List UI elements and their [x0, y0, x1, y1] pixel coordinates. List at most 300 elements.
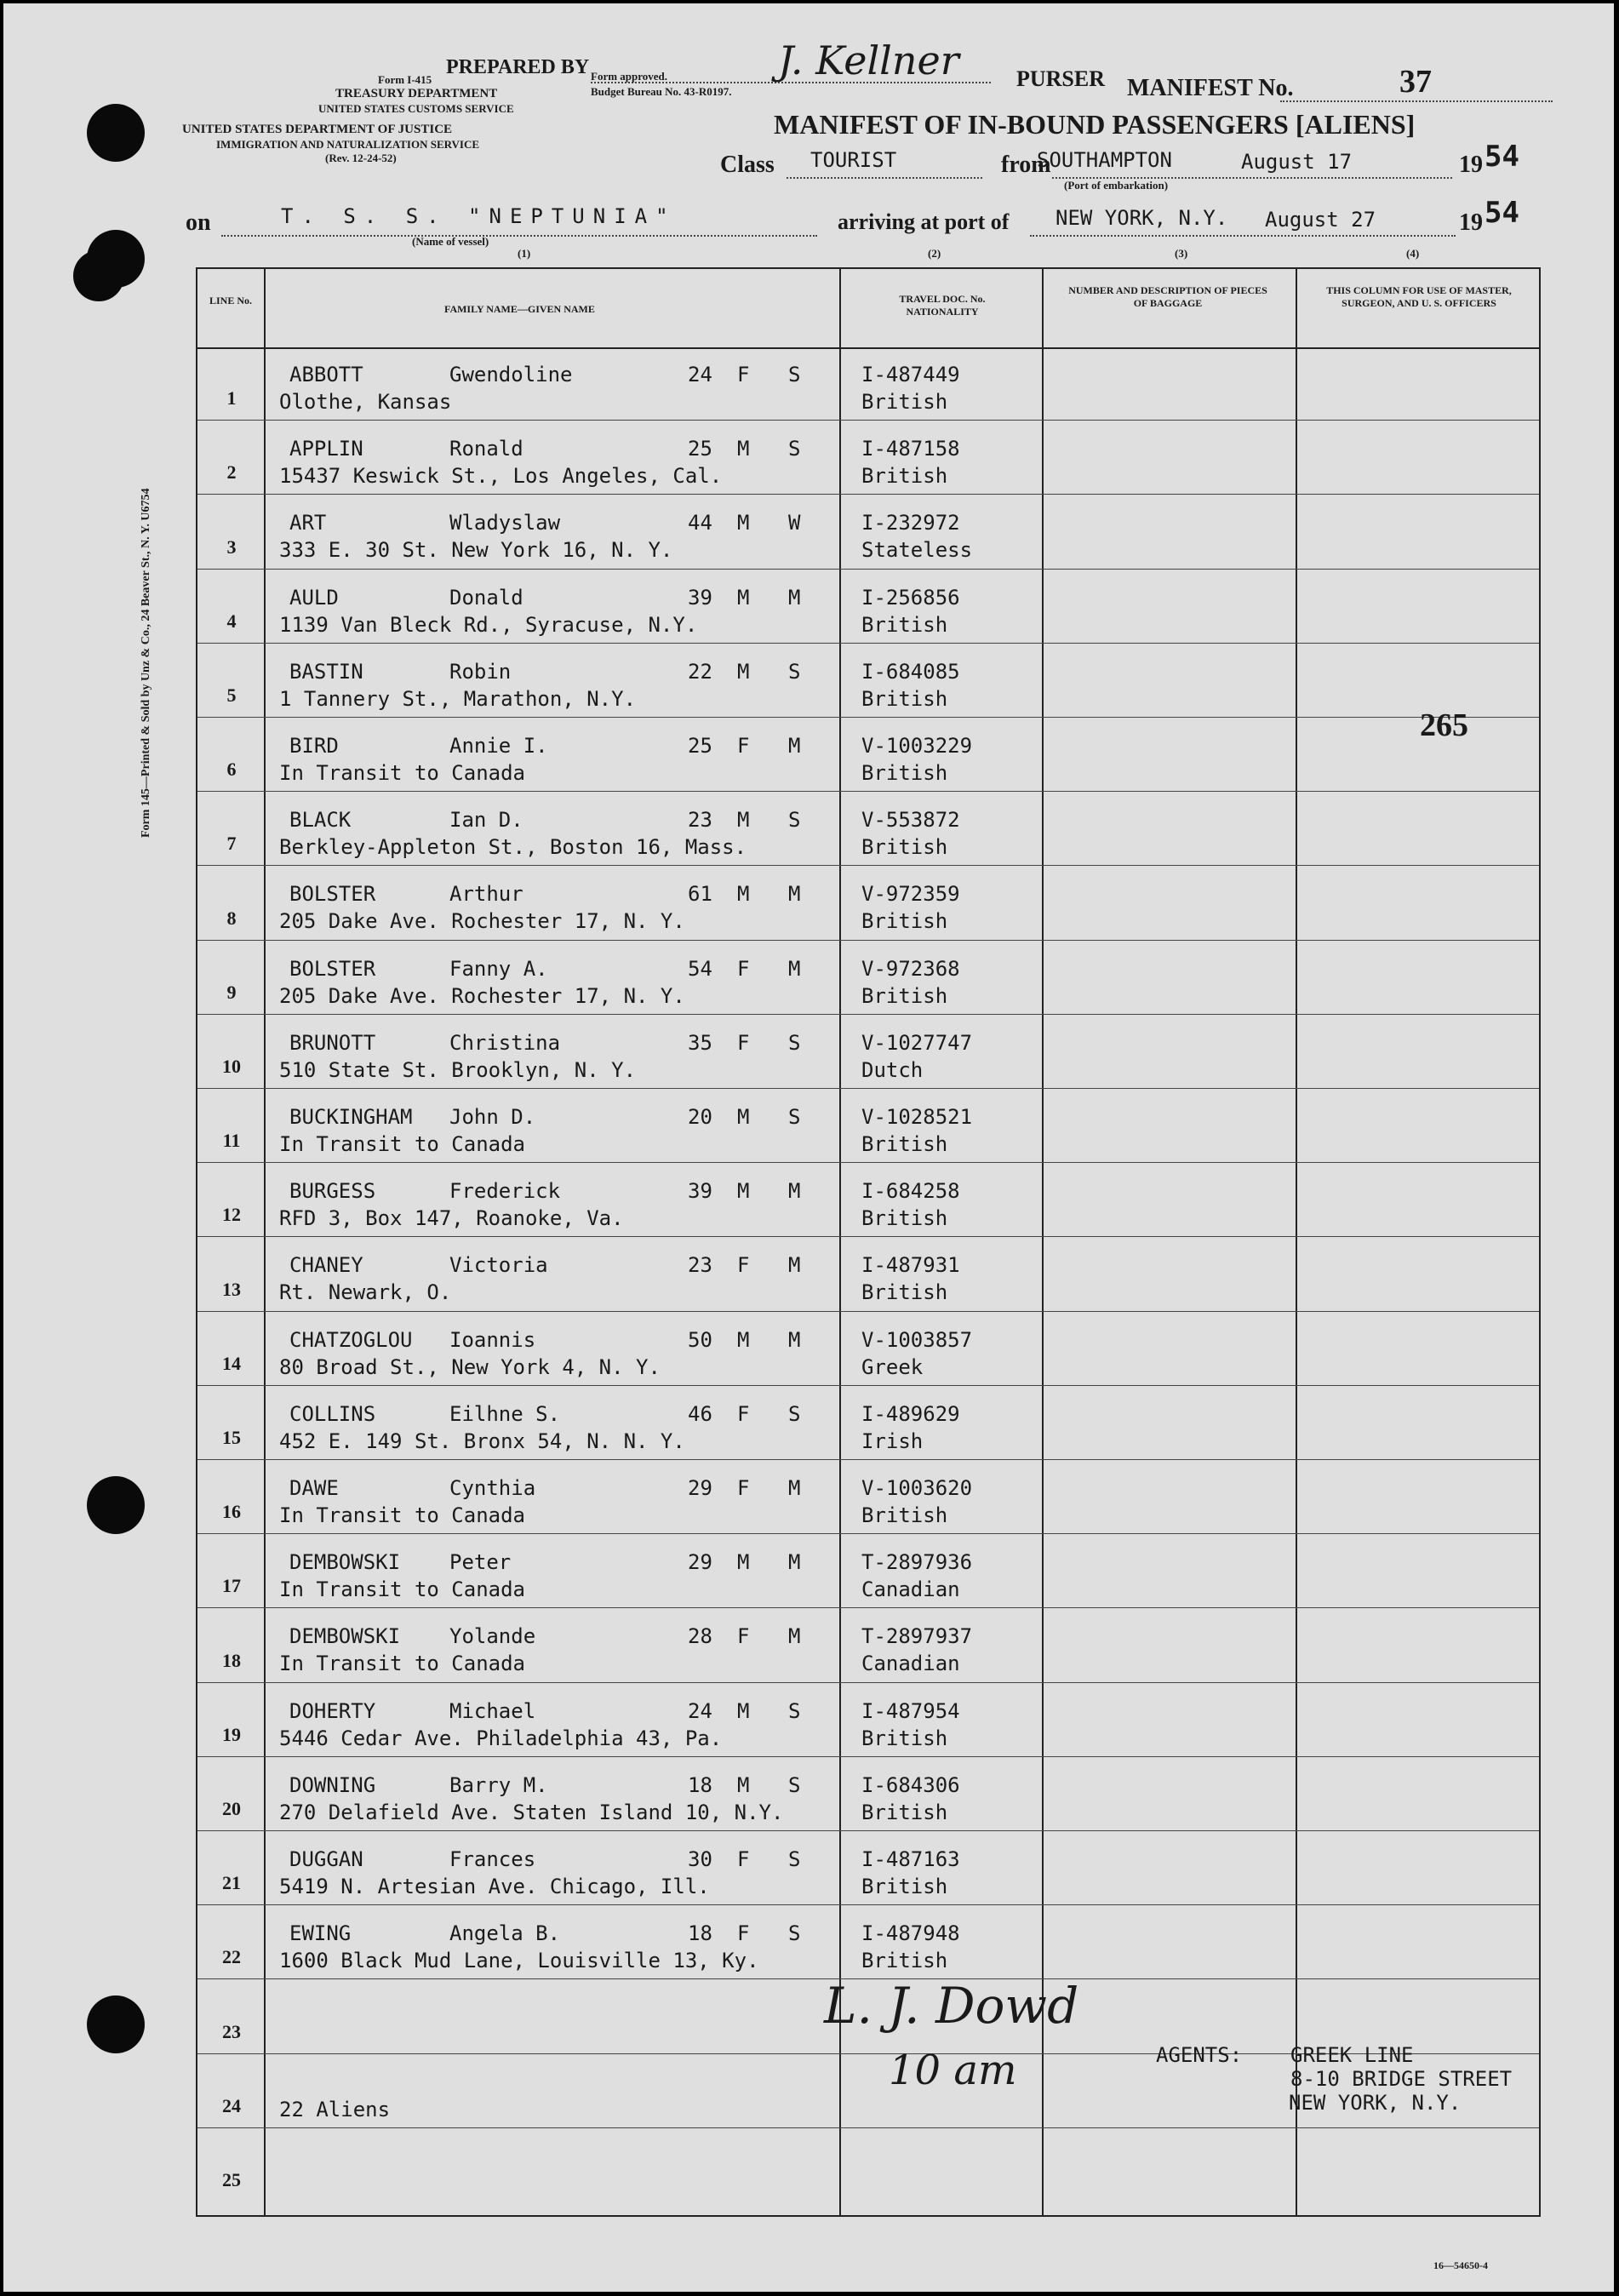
table-row: [197, 942, 1539, 1016]
table-row: [197, 1461, 1539, 1535]
nationality: British: [861, 686, 948, 711]
col-header-name: FAMILY NAME—GIVEN NAME: [444, 303, 595, 315]
row-divider: [197, 1385, 1539, 1386]
table-row: [197, 1906, 1539, 1980]
table-row: [197, 1832, 1539, 1906]
travel-doc-number: V-1003857: [861, 1327, 973, 1352]
family-name: BOLSTER: [289, 882, 376, 907]
printer-side-text: Form 145—Printed & Sold by Unz & Co., 24 Beaver St., N. Y. U6754: [140, 488, 152, 838]
marital-status: S: [788, 1772, 801, 1797]
arriving-label: arriving at port of: [838, 209, 1010, 234]
family-name: DUGGAN: [289, 1847, 363, 1871]
travel-doc-number: V-1003620: [861, 1476, 973, 1500]
family-name: APPLIN: [289, 437, 363, 461]
row-number: 12: [222, 1204, 241, 1226]
row-number: 16: [222, 1501, 241, 1523]
address: 333 E. 30 St. New York 16, N. Y.: [279, 538, 673, 563]
family-name: BLACK: [289, 808, 352, 833]
row-number: 3: [226, 535, 237, 558]
nationality: British: [861, 390, 948, 414]
nationality: British: [861, 612, 948, 637]
sex: F: [737, 1401, 750, 1426]
travel-doc-number: I-487954: [861, 1698, 960, 1723]
address: Berkley-Appleton St., Boston 16, Mass.: [279, 835, 747, 860]
marital-status: S: [788, 1698, 801, 1723]
family-name: AULD: [289, 585, 339, 610]
age: 22: [688, 659, 712, 684]
binder-hole-top: [87, 104, 145, 162]
class-label: Class: [720, 152, 775, 178]
row-divider: [197, 1162, 1539, 1163]
family-name: BASTIN: [289, 659, 363, 684]
purser-label: PURSER: [1016, 66, 1106, 91]
address: 510 State St. Brooklyn, N. Y.: [279, 1057, 637, 1082]
travel-doc-number: I-487931: [861, 1253, 960, 1278]
family-name: BURGESS: [289, 1179, 376, 1204]
row-divider: [197, 2127, 1539, 2128]
agent-line-2: 8-10 BRIDGE STREET: [1290, 2067, 1513, 2091]
sex: F: [737, 734, 750, 758]
agents-label: AGENTS:: [1156, 2043, 1243, 2067]
class-value: TOURIST: [810, 148, 897, 172]
family-name: BRUNOTT: [289, 1030, 376, 1055]
family-name: BIRD: [289, 734, 339, 758]
prepared-by-label: PREPARED BY: [446, 56, 590, 78]
given-name: Frederick: [449, 1179, 561, 1204]
binder-hole-upper-2: [73, 250, 124, 301]
department-of-justice: UNITED STATES DEPARTMENT OF JUSTICE: [182, 123, 453, 136]
given-name: Victoria: [449, 1253, 548, 1278]
family-name: ABBOTT: [289, 363, 363, 386]
row-number: 18: [222, 1649, 241, 1671]
given-name: Fanny A.: [449, 956, 548, 981]
table-row: [197, 1090, 1539, 1164]
caption-col-1: (1): [518, 247, 531, 260]
row-number: 1: [226, 387, 237, 409]
table-row: [197, 1609, 1539, 1683]
given-name: Eilhne S.: [449, 1401, 561, 1426]
row-divider: [197, 1459, 1539, 1460]
class-line: [787, 177, 982, 179]
nationality: British: [861, 835, 948, 860]
given-name: Gwendoline: [449, 363, 573, 386]
address: 15437 Keswick St., Los Angeles, Cal.: [279, 464, 723, 489]
travel-doc-number: I-487163: [861, 1847, 960, 1871]
nationality: British: [861, 1206, 948, 1231]
given-name: Donald: [449, 585, 523, 610]
age: 50: [688, 1327, 712, 1352]
manifest-table: [196, 267, 1541, 2217]
from-label: from: [1001, 152, 1051, 178]
marital-status: M: [788, 1624, 801, 1649]
form-number: Form I-415: [378, 73, 432, 86]
marital-status: S: [788, 808, 801, 833]
address: In Transit to Canada: [279, 761, 525, 785]
row-number: 5: [226, 684, 237, 706]
address: 80 Broad St., New York 4, N. Y.: [279, 1354, 661, 1379]
row-divider: [197, 717, 1539, 718]
age: 46: [688, 1401, 712, 1426]
travel-doc-number: I-487449: [861, 363, 960, 386]
marital-status: W: [788, 511, 801, 535]
table-row: [197, 2129, 1539, 2203]
row-number: 19: [222, 1723, 241, 1745]
travel-doc-number: I-684258: [861, 1179, 960, 1204]
row-number: 14: [222, 1352, 241, 1374]
customs-service: UNITED STATES CUSTOMS SERVICE: [318, 102, 514, 115]
given-name: Frances: [449, 1847, 536, 1871]
sex: M: [737, 882, 750, 907]
row-number: 20: [222, 1797, 241, 1819]
marital-status: S: [788, 659, 801, 684]
travel-doc-number: V-1003229: [861, 734, 973, 758]
manifest-no-line: [1280, 100, 1553, 102]
given-name: John D.: [449, 1105, 536, 1129]
binder-hole-middle: [87, 1476, 145, 1534]
manifest-number: 37: [1399, 64, 1432, 100]
arrival-port: NEW YORK, N.Y.: [1055, 206, 1228, 230]
row-number: 11: [222, 1130, 241, 1152]
manifest-no-label: MANIFEST No.: [1127, 75, 1294, 101]
row-number: 17: [222, 1575, 241, 1597]
travel-doc-number: T-2897936: [861, 1550, 973, 1575]
form-revision: (Rev. 12-24-52): [325, 152, 397, 164]
address: 1 Tannery St., Marathon, N.Y.: [279, 686, 637, 711]
sex: M: [737, 808, 750, 833]
age: 29: [688, 1476, 712, 1500]
given-name: Michael: [449, 1698, 536, 1723]
given-name: Yolande: [449, 1624, 536, 1649]
sex: F: [737, 1847, 750, 1871]
travel-doc-number: I-256856: [861, 585, 960, 610]
given-name: Arthur: [449, 882, 523, 907]
col-header-officers: THIS COLUMN FOR USE OF MASTER, SURGEON, AND U. S. OFFICERS: [1326, 284, 1512, 309]
year-prefix-2: 19: [1459, 209, 1483, 236]
marital-status: S: [788, 437, 801, 461]
address: RFD 3, Box 147, Roanoke, Va.: [279, 1206, 624, 1231]
given-name: Christina: [449, 1030, 561, 1055]
row-divider: [197, 865, 1539, 866]
family-name: DEMBOWSKI: [289, 1550, 401, 1575]
table-row: [197, 1313, 1539, 1387]
table-row: [197, 1535, 1539, 1609]
col-header-line-no: LINE No.: [209, 295, 253, 306]
address: 5419 N. Artesian Ave. Chicago, Ill.: [279, 1875, 710, 1898]
agent-line-3: NEW YORK, N.Y.: [1289, 2091, 1462, 2115]
nationality: British: [861, 1132, 948, 1156]
sex: M: [737, 1698, 750, 1723]
sex: F: [737, 1253, 750, 1278]
on-label: on: [186, 209, 211, 236]
age: 25: [688, 437, 712, 461]
nationality: British: [861, 1949, 948, 1973]
address: 452 E. 149 St. Bronx 54, N. N. Y.: [279, 1429, 685, 1453]
nationality: British: [861, 909, 948, 934]
given-name: Peter: [449, 1550, 512, 1575]
given-name: Ronald: [449, 437, 523, 461]
row-divider: [197, 1607, 1539, 1608]
given-name: Cynthia: [449, 1476, 536, 1500]
travel-doc-number: I-684085: [861, 659, 960, 684]
caption-col-4: (4): [1406, 247, 1420, 260]
row-number: 23: [222, 2020, 241, 2042]
row-number: 25: [222, 2168, 241, 2190]
family-name: BUCKINGHAM: [289, 1105, 413, 1129]
sex: M: [737, 511, 750, 535]
ins-service: IMMIGRATION AND NATURALIZATION SERVICE: [216, 138, 480, 151]
age: 35: [688, 1030, 712, 1055]
purser-signature: J. Kellner: [778, 37, 959, 83]
table-row: [197, 1238, 1539, 1312]
row-number: 15: [222, 1426, 241, 1448]
caption-col-3: (3): [1175, 247, 1188, 260]
marital-status: M: [788, 1179, 801, 1204]
sex: M: [737, 437, 750, 461]
nationality: Greek: [861, 1354, 924, 1379]
marital-status: S: [788, 1921, 801, 1946]
age: 24: [688, 1698, 712, 1723]
nationality: British: [861, 464, 948, 489]
marital-status: M: [788, 1476, 801, 1500]
sex: M: [737, 659, 750, 684]
nationality: British: [861, 1726, 948, 1750]
travel-doc-number: V-972368: [861, 956, 960, 981]
given-name: Ioannis: [449, 1327, 536, 1352]
address: 1139 Van Bleck Rd., Syracuse, N.Y.: [279, 612, 698, 637]
table-row: [197, 719, 1539, 793]
manifest-page: [3, 3, 1614, 2292]
nationality: Canadian: [861, 1577, 960, 1602]
row-divider: [197, 1830, 1539, 1831]
time-note: 10 am: [889, 2047, 1017, 2094]
family-name: CHANEY: [289, 1253, 363, 1278]
nationality: British: [861, 1800, 948, 1824]
sex: F: [737, 1624, 750, 1649]
sex: M: [737, 1550, 750, 1575]
table-row: [197, 421, 1539, 495]
row-divider: [197, 1014, 1539, 1015]
sex: F: [737, 363, 750, 386]
row-number: 24: [222, 2094, 241, 2116]
form-approved: Form approved.: [591, 70, 668, 83]
age: 29: [688, 1550, 712, 1575]
marital-status: M: [788, 1550, 801, 1575]
vessel-name: T. S. S. "NEPTUNIA": [281, 204, 677, 228]
given-name: Angela B.: [449, 1921, 561, 1946]
row-number: 21: [222, 1872, 241, 1894]
sex: M: [737, 1105, 750, 1129]
age: 24: [688, 363, 712, 386]
caption-col-2: (2): [928, 247, 941, 260]
row-divider: [197, 1533, 1539, 1534]
table-row: [197, 495, 1539, 570]
travel-doc-number: V-553872: [861, 808, 960, 833]
row-divider: [197, 1311, 1539, 1312]
row-divider: [197, 1756, 1539, 1757]
marital-status: S: [788, 1105, 801, 1129]
row-divider: [197, 569, 1539, 570]
family-name: EWING: [289, 1921, 352, 1946]
family-name: BOLSTER: [289, 956, 376, 981]
sex: M: [737, 1327, 750, 1352]
row-divider: [197, 1236, 1539, 1237]
marital-status: M: [788, 882, 801, 907]
age: 20: [688, 1105, 712, 1129]
age: 18: [688, 1772, 712, 1797]
print-code: 16—54650-4: [1433, 2259, 1488, 2271]
nationality: British: [861, 1503, 948, 1527]
row-number: 7: [226, 833, 237, 855]
family-name: DAWE: [289, 1476, 339, 1500]
vessel-caption: (Name of vessel): [412, 235, 489, 248]
row-divider: [197, 494, 1539, 495]
binder-hole-bottom: [87, 1995, 145, 2053]
address: 1600 Black Mud Lane, Louisville 13, Ky.: [279, 1949, 759, 1973]
age: 39: [688, 585, 712, 610]
age: 39: [688, 1179, 712, 1204]
nationality: British: [861, 1875, 948, 1898]
row-number: 6: [226, 759, 237, 781]
marital-status: S: [788, 1030, 801, 1055]
year-suffix-1: 54: [1485, 140, 1519, 174]
age: 23: [688, 1253, 712, 1278]
marital-status: M: [788, 1327, 801, 1352]
from-date: August 17: [1241, 150, 1353, 174]
table-row: [197, 644, 1539, 719]
given-name: Wladyslaw: [449, 511, 561, 535]
family-name: DOWNING: [289, 1772, 376, 1797]
age: 23: [688, 808, 712, 833]
travel-doc-number: I-487948: [861, 1921, 960, 1946]
nationality: Irish: [861, 1429, 924, 1453]
family-name: COLLINS: [289, 1401, 376, 1426]
nationality: British: [861, 983, 948, 1008]
age: 30: [688, 1847, 712, 1871]
table-row: [197, 793, 1539, 867]
row-divider: [197, 643, 1539, 644]
travel-doc-number: I-487158: [861, 437, 960, 461]
age: 61: [688, 882, 712, 907]
age: 18: [688, 1921, 712, 1946]
officer-signature: L. J. Dowd: [824, 1977, 1079, 2035]
age: 25: [688, 734, 712, 758]
address: Rt. Newark, O.: [279, 1280, 452, 1305]
row-divider: [197, 940, 1539, 941]
family-name: CHATZOGLOU: [289, 1327, 413, 1352]
row-divider: [197, 791, 1539, 792]
travel-doc-number: I-684306: [861, 1772, 960, 1797]
row-number: 9: [226, 981, 237, 1003]
marital-status: M: [788, 1253, 801, 1278]
address: Olothe, Kansas: [279, 390, 452, 414]
address: In Transit to Canada: [279, 1652, 525, 1676]
address: 205 Dake Ave. Rochester 17, N. Y.: [279, 983, 685, 1008]
table-row: [197, 347, 1539, 421]
address: In Transit to Canada: [279, 1132, 525, 1156]
sex: F: [737, 1030, 750, 1055]
nationality: British: [861, 1280, 948, 1305]
row-divider: [197, 1682, 1539, 1683]
table-row: [197, 1164, 1539, 1238]
nationality: Dutch: [861, 1057, 924, 1082]
sex: F: [737, 1921, 750, 1946]
row-divider: [197, 1904, 1539, 1905]
table-row: [197, 1684, 1539, 1758]
nationality: Canadian: [861, 1652, 960, 1676]
sex: M: [737, 585, 750, 610]
row-divider: [197, 420, 1539, 421]
row-number: 4: [226, 610, 237, 632]
address: 5446 Cedar Ave. Philadelphia 43, Pa.: [279, 1726, 723, 1750]
sex: M: [737, 1179, 750, 1204]
year-suffix-2: 54: [1485, 196, 1519, 230]
travel-doc-number: T-2897937: [861, 1624, 973, 1649]
col-header-baggage: NUMBER AND DESCRIPTION OF PIECES OF BAGGAGE: [1068, 284, 1267, 309]
arrival-date: August 27: [1265, 208, 1376, 232]
age: 54: [688, 956, 712, 981]
budget-bureau: Budget Bureau No. 43-R0197.: [591, 85, 732, 98]
given-name: Annie I.: [449, 734, 548, 758]
age: 44: [688, 511, 712, 535]
given-name: Ian D.: [449, 808, 523, 833]
address: In Transit to Canada: [279, 1577, 525, 1602]
treasury-department: TREASURY DEPARTMENT: [335, 87, 498, 100]
family-name: DOHERTY: [289, 1698, 376, 1723]
nationality: British: [861, 761, 948, 785]
family-name: ART: [289, 511, 327, 535]
travel-doc-number: V-1027747: [861, 1030, 973, 1055]
manifest-title: MANIFEST OF IN-BOUND PASSENGERS [ALIENS]: [774, 109, 1416, 140]
sex: M: [737, 1772, 750, 1797]
travel-doc-number: V-1028521: [861, 1105, 973, 1129]
table-row: [197, 570, 1539, 644]
row-divider: [197, 1088, 1539, 1089]
row-number: 13: [222, 1278, 241, 1300]
vessel-line: [221, 235, 817, 237]
row-number: 22: [222, 1946, 241, 1968]
travel-doc-number: V-972359: [861, 882, 960, 907]
age: 28: [688, 1624, 712, 1649]
marital-status: M: [788, 956, 801, 981]
table-row: [197, 1387, 1539, 1461]
marital-status: S: [788, 1401, 801, 1426]
family-name: DEMBOWSKI: [289, 1624, 401, 1649]
sex: F: [737, 1476, 750, 1500]
agent-line-1: GREEK LINE: [1290, 2043, 1414, 2067]
table-row: [197, 1758, 1539, 1832]
address: 22 Aliens: [279, 2097, 391, 2121]
travel-doc-number: I-489629: [861, 1401, 960, 1426]
year-prefix-1: 19: [1459, 152, 1483, 178]
stamp-265: 265: [1420, 707, 1468, 743]
address: In Transit to Canada: [279, 1503, 525, 1527]
marital-status: M: [788, 734, 801, 758]
address: 270 Delafield Ave. Staten Island 10, N.Y.: [279, 1800, 784, 1824]
marital-status: M: [788, 585, 801, 610]
arrival-line: [1030, 235, 1456, 237]
col-header-travel-doc: TRAVEL DOC. No. NATIONALITY: [899, 293, 986, 318]
sex: F: [737, 956, 750, 981]
marital-status: S: [788, 363, 801, 386]
row-number: 10: [222, 1055, 241, 1077]
marital-status: S: [788, 1847, 801, 1871]
address: 205 Dake Ave. Rochester 17, N. Y.: [279, 909, 685, 934]
row-number: 8: [226, 907, 237, 929]
port-embark-caption: (Port of embarkation): [1064, 179, 1169, 192]
travel-doc-number: I-232972: [861, 511, 960, 535]
given-name: Barry M.: [449, 1772, 548, 1797]
given-name: Robin: [449, 659, 512, 684]
